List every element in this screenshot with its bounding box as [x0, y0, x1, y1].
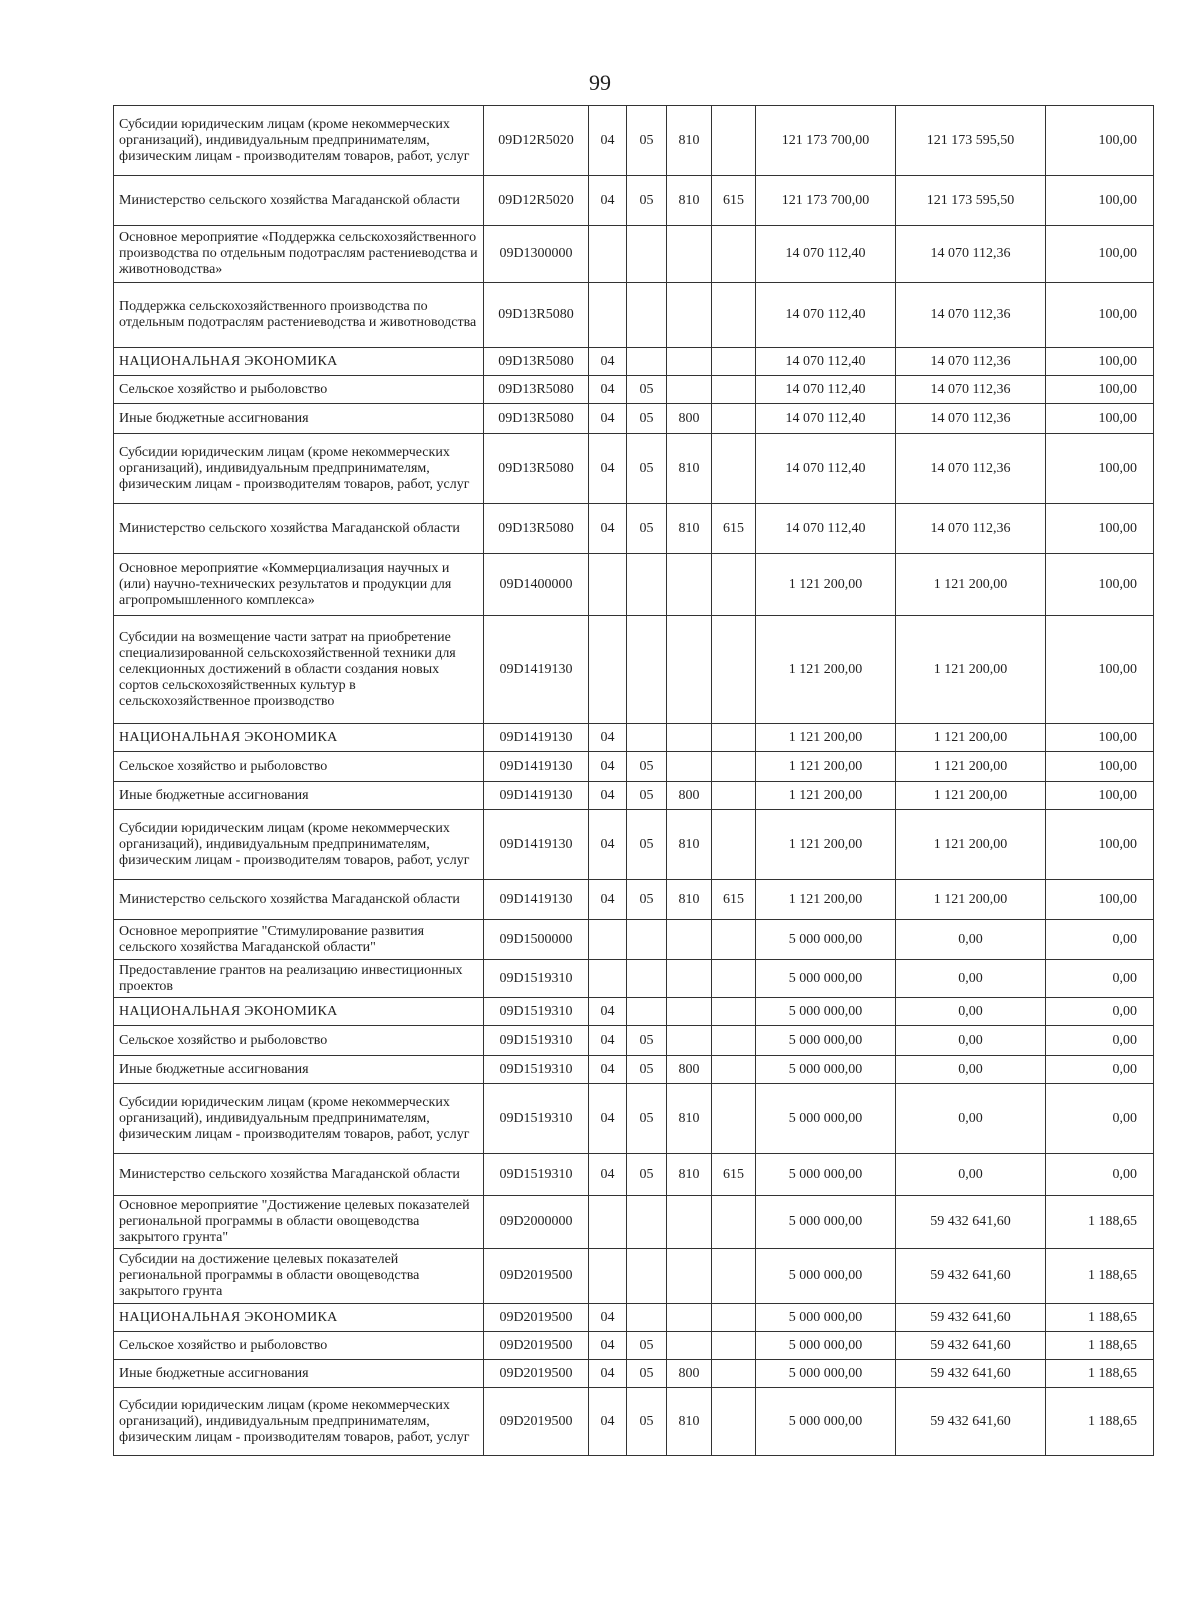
table-row — [114, 1388, 1154, 1456]
cell-actual: 14 070 112,36 — [896, 226, 1046, 283]
cell-code: 09D1300000 — [484, 226, 589, 283]
cell-expense-type — [667, 920, 712, 960]
cell-percent: 100,00 — [1046, 782, 1154, 810]
cell-subsection: 05 — [627, 1056, 667, 1084]
table-row — [114, 1084, 1154, 1154]
cell-section — [589, 554, 627, 616]
cell-administrator — [712, 1196, 756, 1249]
cell-expense-type: 810 — [667, 434, 712, 504]
cell-name: НАЦИОНАЛЬНАЯ ЭКОНОМИКА — [114, 724, 484, 752]
cell-plan: 1 121 200,00 — [756, 810, 896, 880]
cell-section: 04 — [589, 810, 627, 880]
table-row — [114, 348, 1154, 376]
cell-plan: 5 000 000,00 — [756, 1196, 896, 1249]
cell-actual: 0,00 — [896, 1084, 1046, 1154]
table-row — [114, 1196, 1154, 1249]
cell-actual: 1 121 200,00 — [896, 752, 1046, 782]
cell-plan: 1 121 200,00 — [756, 616, 896, 724]
cell-code: 09D1500000 — [484, 920, 589, 960]
table-row — [114, 554, 1154, 616]
cell-administrator — [712, 376, 756, 404]
cell-percent: 1 188,65 — [1046, 1249, 1154, 1304]
cell-actual: 0,00 — [896, 1056, 1046, 1084]
cell-section: 04 — [589, 880, 627, 920]
cell-section — [589, 920, 627, 960]
cell-section: 04 — [589, 376, 627, 404]
cell-expense-type — [667, 752, 712, 782]
cell-subsection: 05 — [627, 1026, 667, 1056]
cell-code: 09D13R5080 — [484, 434, 589, 504]
cell-plan: 5 000 000,00 — [756, 920, 896, 960]
table-row — [114, 1304, 1154, 1332]
cell-expense-type — [667, 376, 712, 404]
cell-expense-type — [667, 998, 712, 1026]
cell-subsection — [627, 1249, 667, 1304]
cell-expense-type — [667, 1026, 712, 1056]
cell-administrator — [712, 1084, 756, 1154]
cell-section: 04 — [589, 176, 627, 226]
cell-subsection: 05 — [627, 810, 667, 880]
cell-administrator: 615 — [712, 504, 756, 554]
table-row — [114, 616, 1154, 724]
cell-percent: 100,00 — [1046, 283, 1154, 348]
cell-actual: 14 070 112,36 — [896, 434, 1046, 504]
cell-plan: 1 121 200,00 — [756, 724, 896, 752]
cell-code: 09D2019500 — [484, 1249, 589, 1304]
table-row — [114, 1360, 1154, 1388]
cell-code: 09D1519310 — [484, 1084, 589, 1154]
cell-section: 04 — [589, 782, 627, 810]
table-row — [114, 1154, 1154, 1196]
cell-code: 09D1419130 — [484, 752, 589, 782]
cell-actual: 0,00 — [896, 920, 1046, 960]
cell-plan: 5 000 000,00 — [756, 960, 896, 998]
cell-percent: 100,00 — [1046, 880, 1154, 920]
cell-expense-type: 810 — [667, 176, 712, 226]
cell-code: 09D1419130 — [484, 782, 589, 810]
cell-plan: 5 000 000,00 — [756, 1304, 896, 1332]
table-body — [114, 106, 1154, 1456]
cell-plan: 14 070 112,40 — [756, 226, 896, 283]
cell-actual: 1 121 200,00 — [896, 616, 1046, 724]
cell-expense-type — [667, 1249, 712, 1304]
table-row — [114, 724, 1154, 752]
cell-expense-type: 810 — [667, 1388, 712, 1456]
cell-section: 04 — [589, 998, 627, 1026]
cell-subsection: 05 — [627, 176, 667, 226]
cell-expense-type: 800 — [667, 1360, 712, 1388]
cell-plan: 14 070 112,40 — [756, 404, 896, 434]
table-row — [114, 752, 1154, 782]
cell-code: 09D1400000 — [484, 554, 589, 616]
cell-actual: 59 432 641,60 — [896, 1332, 1046, 1360]
cell-name: НАЦИОНАЛЬНАЯ ЭКОНОМИКА — [114, 348, 484, 376]
table-row — [114, 1056, 1154, 1084]
cell-subsection: 05 — [627, 376, 667, 404]
cell-percent: 0,00 — [1046, 998, 1154, 1026]
cell-actual: 14 070 112,36 — [896, 404, 1046, 434]
cell-plan: 14 070 112,40 — [756, 376, 896, 404]
cell-percent: 1 188,65 — [1046, 1332, 1154, 1360]
cell-subsection: 05 — [627, 1154, 667, 1196]
cell-subsection — [627, 724, 667, 752]
cell-subsection — [627, 1196, 667, 1249]
cell-name: Сельское хозяйство и рыболовство — [114, 376, 484, 404]
cell-expense-type — [667, 724, 712, 752]
cell-name: Субсидии на возмещение части затрат на приобретение специализированной сельскохозяйственной техники для селекционных достижений в области создания новых сортов сельскохозяйственных культур в сельскохозяйственное производство — [114, 616, 484, 724]
cell-administrator — [712, 920, 756, 960]
cell-name: Министерство сельского хозяйства Магаданской области — [114, 1154, 484, 1196]
cell-name: Министерство сельского хозяйства Магаданской области — [114, 176, 484, 226]
cell-subsection: 05 — [627, 782, 667, 810]
cell-percent: 100,00 — [1046, 404, 1154, 434]
cell-percent: 100,00 — [1046, 376, 1154, 404]
cell-actual: 0,00 — [896, 1154, 1046, 1196]
cell-section: 04 — [589, 1332, 627, 1360]
table-row — [114, 376, 1154, 404]
cell-code: 09D1419130 — [484, 724, 589, 752]
cell-section — [589, 283, 627, 348]
cell-plan: 1 121 200,00 — [756, 782, 896, 810]
cell-section — [589, 226, 627, 283]
cell-administrator — [712, 782, 756, 810]
cell-expense-type: 810 — [667, 106, 712, 176]
table-row — [114, 504, 1154, 554]
cell-name: Основное мероприятие «Поддержка сельскохозяйственного производства по отдельным подотраслям растениеводства и животноводства» — [114, 226, 484, 283]
cell-code: 09D2019500 — [484, 1304, 589, 1332]
cell-administrator — [712, 752, 756, 782]
cell-expense-type: 810 — [667, 1154, 712, 1196]
cell-code: 09D12R5020 — [484, 176, 589, 226]
table-row — [114, 880, 1154, 920]
cell-name: Сельское хозяйство и рыболовство — [114, 752, 484, 782]
table-row — [114, 920, 1154, 960]
cell-section: 04 — [589, 404, 627, 434]
cell-actual: 59 432 641,60 — [896, 1196, 1046, 1249]
cell-actual: 59 432 641,60 — [896, 1388, 1046, 1456]
cell-plan: 5 000 000,00 — [756, 1388, 896, 1456]
cell-code: 09D1419130 — [484, 616, 589, 724]
cell-name: НАЦИОНАЛЬНАЯ ЭКОНОМИКА — [114, 998, 484, 1026]
budget-table — [113, 105, 1154, 1456]
cell-expense-type — [667, 226, 712, 283]
cell-subsection: 05 — [627, 504, 667, 554]
cell-actual: 14 070 112,36 — [896, 283, 1046, 348]
cell-percent: 1 188,65 — [1046, 1196, 1154, 1249]
cell-subsection — [627, 226, 667, 283]
cell-plan: 5 000 000,00 — [756, 1056, 896, 1084]
cell-subsection: 05 — [627, 880, 667, 920]
cell-expense-type — [667, 960, 712, 998]
cell-plan: 14 070 112,40 — [756, 434, 896, 504]
cell-name: Иные бюджетные ассигнования — [114, 1360, 484, 1388]
table-row — [114, 434, 1154, 504]
cell-name: Сельское хозяйство и рыболовство — [114, 1026, 484, 1056]
cell-subsection: 05 — [627, 1084, 667, 1154]
cell-section: 04 — [589, 1026, 627, 1056]
cell-actual: 1 121 200,00 — [896, 810, 1046, 880]
cell-code: 09D2019500 — [484, 1388, 589, 1456]
cell-name: Сельское хозяйство и рыболовство — [114, 1332, 484, 1360]
cell-expense-type — [667, 1332, 712, 1360]
cell-code: 09D2019500 — [484, 1360, 589, 1388]
cell-actual: 1 121 200,00 — [896, 782, 1046, 810]
cell-expense-type — [667, 283, 712, 348]
cell-name: Основное мероприятие "Стимулирование развития сельского хозяйства Магаданской области" — [114, 920, 484, 960]
cell-administrator — [712, 226, 756, 283]
cell-administrator — [712, 1332, 756, 1360]
cell-section: 04 — [589, 434, 627, 504]
cell-code: 09D2000000 — [484, 1196, 589, 1249]
cell-actual: 14 070 112,36 — [896, 376, 1046, 404]
cell-section: 04 — [589, 1154, 627, 1196]
cell-administrator — [712, 554, 756, 616]
cell-section: 04 — [589, 1304, 627, 1332]
cell-subsection: 05 — [627, 1388, 667, 1456]
cell-percent: 100,00 — [1046, 724, 1154, 752]
cell-expense-type — [667, 1304, 712, 1332]
cell-administrator — [712, 1249, 756, 1304]
cell-actual: 0,00 — [896, 998, 1046, 1026]
table-row — [114, 106, 1154, 176]
cell-expense-type: 810 — [667, 880, 712, 920]
cell-code: 09D13R5080 — [484, 376, 589, 404]
cell-code: 09D2019500 — [484, 1332, 589, 1360]
cell-subsection — [627, 998, 667, 1026]
table-row — [114, 1249, 1154, 1304]
cell-section: 04 — [589, 724, 627, 752]
cell-percent: 1 188,65 — [1046, 1304, 1154, 1332]
table-row — [114, 960, 1154, 998]
cell-section: 04 — [589, 504, 627, 554]
cell-name: Субсидии юридическим лицам (кроме некоммерческих организаций), индивидуальным предпринимателям, физическим лицам - производителям товаров, работ, услуг — [114, 810, 484, 880]
cell-subsection: 05 — [627, 434, 667, 504]
cell-name: Иные бюджетные ассигнования — [114, 1056, 484, 1084]
cell-administrator — [712, 434, 756, 504]
cell-actual: 1 121 200,00 — [896, 554, 1046, 616]
cell-expense-type — [667, 554, 712, 616]
cell-code: 09D1519310 — [484, 998, 589, 1026]
cell-code: 09D1419130 — [484, 880, 589, 920]
cell-plan: 121 173 700,00 — [756, 106, 896, 176]
cell-percent: 100,00 — [1046, 504, 1154, 554]
cell-code: 09D13R5080 — [484, 504, 589, 554]
cell-actual: 59 432 641,60 — [896, 1360, 1046, 1388]
cell-actual: 121 173 595,50 — [896, 176, 1046, 226]
cell-name: Поддержка сельскохозяйственного производства по отдельным подотраслям растениеводства и животноводства — [114, 283, 484, 348]
cell-percent: 0,00 — [1046, 1084, 1154, 1154]
table-row — [114, 1026, 1154, 1056]
cell-section: 04 — [589, 106, 627, 176]
cell-administrator — [712, 283, 756, 348]
cell-name: Министерство сельского хозяйства Магаданской области — [114, 880, 484, 920]
cell-plan: 5 000 000,00 — [756, 1360, 896, 1388]
cell-name: Субсидии на достижение целевых показателей региональной программы в области овощеводства закрытого грунта — [114, 1249, 484, 1304]
cell-subsection — [627, 616, 667, 724]
cell-section: 04 — [589, 1084, 627, 1154]
cell-administrator: 615 — [712, 176, 756, 226]
cell-administrator — [712, 348, 756, 376]
cell-expense-type: 800 — [667, 782, 712, 810]
cell-section — [589, 1196, 627, 1249]
table-row — [114, 176, 1154, 226]
table-row — [114, 1332, 1154, 1360]
cell-percent: 100,00 — [1046, 554, 1154, 616]
cell-administrator — [712, 1026, 756, 1056]
page-number: 99 — [589, 70, 611, 95]
cell-subsection — [627, 920, 667, 960]
cell-section: 04 — [589, 1388, 627, 1456]
cell-name: Субсидии юридическим лицам (кроме некоммерческих организаций), индивидуальным предпринимателям, физическим лицам - производителям товаров, работ, услуг — [114, 1388, 484, 1456]
table-row — [114, 782, 1154, 810]
cell-subsection: 05 — [627, 106, 667, 176]
cell-code: 09D1419130 — [484, 810, 589, 880]
cell-percent: 0,00 — [1046, 920, 1154, 960]
cell-expense-type: 810 — [667, 1084, 712, 1154]
cell-subsection: 05 — [627, 1332, 667, 1360]
cell-name: Субсидии юридическим лицам (кроме некоммерческих организаций), индивидуальным предпринимателям, физическим лицам - производителям товаров, работ, услуг — [114, 434, 484, 504]
cell-percent: 100,00 — [1046, 106, 1154, 176]
cell-code: 09D13R5080 — [484, 404, 589, 434]
cell-plan: 121 173 700,00 — [756, 176, 896, 226]
cell-actual: 1 121 200,00 — [896, 880, 1046, 920]
table-row — [114, 998, 1154, 1026]
cell-name: НАЦИОНАЛЬНАЯ ЭКОНОМИКА — [114, 1304, 484, 1332]
cell-plan: 14 070 112,40 — [756, 283, 896, 348]
cell-actual: 1 121 200,00 — [896, 724, 1046, 752]
cell-expense-type: 800 — [667, 404, 712, 434]
cell-administrator: 615 — [712, 1154, 756, 1196]
cell-code: 09D13R5080 — [484, 348, 589, 376]
cell-administrator — [712, 724, 756, 752]
cell-expense-type — [667, 616, 712, 724]
cell-name: Субсидии юридическим лицам (кроме некоммерческих организаций), индивидуальным предпринимателям, физическим лицам - производителям товаров, работ, услуг — [114, 106, 484, 176]
table-row — [114, 404, 1154, 434]
cell-plan: 5 000 000,00 — [756, 1332, 896, 1360]
cell-code: 09D1519310 — [484, 1026, 589, 1056]
cell-administrator — [712, 1360, 756, 1388]
cell-name: Предоставление грантов на реализацию инвестиционных проектов — [114, 960, 484, 998]
cell-administrator — [712, 998, 756, 1026]
cell-administrator — [712, 1056, 756, 1084]
cell-expense-type — [667, 1196, 712, 1249]
cell-name: Иные бюджетные ассигнования — [114, 782, 484, 810]
cell-administrator — [712, 1304, 756, 1332]
cell-actual: 0,00 — [896, 1026, 1046, 1056]
cell-section — [589, 1249, 627, 1304]
cell-actual: 14 070 112,36 — [896, 348, 1046, 376]
cell-subsection: 05 — [627, 1360, 667, 1388]
cell-subsection — [627, 348, 667, 376]
cell-section: 04 — [589, 1360, 627, 1388]
cell-subsection — [627, 960, 667, 998]
cell-subsection — [627, 1304, 667, 1332]
cell-name: Основное мероприятие «Коммерциализация научных и (или) научно-технических результатов и продукции для агропромышленного комплекса» — [114, 554, 484, 616]
cell-plan: 14 070 112,40 — [756, 504, 896, 554]
cell-administrator — [712, 1388, 756, 1456]
table-row — [114, 810, 1154, 880]
cell-percent: 100,00 — [1046, 176, 1154, 226]
cell-actual: 59 432 641,60 — [896, 1304, 1046, 1332]
cell-administrator — [712, 616, 756, 724]
cell-section — [589, 960, 627, 998]
cell-subsection: 05 — [627, 752, 667, 782]
cell-plan: 1 121 200,00 — [756, 752, 896, 782]
cell-administrator — [712, 106, 756, 176]
cell-expense-type: 800 — [667, 1056, 712, 1084]
cell-percent: 0,00 — [1046, 1154, 1154, 1196]
cell-code: 09D1519310 — [484, 1154, 589, 1196]
cell-percent: 1 188,65 — [1046, 1388, 1154, 1456]
cell-percent: 0,00 — [1046, 1056, 1154, 1084]
cell-expense-type — [667, 348, 712, 376]
cell-section — [589, 616, 627, 724]
cell-actual: 59 432 641,60 — [896, 1249, 1046, 1304]
cell-percent: 100,00 — [1046, 810, 1154, 880]
cell-subsection — [627, 283, 667, 348]
cell-plan: 5 000 000,00 — [756, 1026, 896, 1056]
cell-plan: 14 070 112,40 — [756, 348, 896, 376]
cell-expense-type: 810 — [667, 504, 712, 554]
table-row — [114, 283, 1154, 348]
cell-percent: 100,00 — [1046, 226, 1154, 283]
cell-code: 09D1519310 — [484, 1056, 589, 1084]
cell-name: Основное мероприятие "Достижение целевых показателей региональной программы в области овощеводства закрытого грунта" — [114, 1196, 484, 1249]
cell-plan: 5 000 000,00 — [756, 1154, 896, 1196]
table-row — [114, 226, 1154, 283]
cell-actual: 14 070 112,36 — [896, 504, 1046, 554]
cell-code: 09D13R5080 — [484, 283, 589, 348]
cell-section: 04 — [589, 1056, 627, 1084]
cell-subsection — [627, 554, 667, 616]
cell-administrator: 615 — [712, 880, 756, 920]
cell-percent: 100,00 — [1046, 616, 1154, 724]
cell-administrator — [712, 810, 756, 880]
cell-section: 04 — [589, 348, 627, 376]
cell-actual: 0,00 — [896, 960, 1046, 998]
cell-plan: 1 121 200,00 — [756, 554, 896, 616]
cell-percent: 0,00 — [1046, 1026, 1154, 1056]
cell-actual: 121 173 595,50 — [896, 106, 1046, 176]
cell-plan: 1 121 200,00 — [756, 880, 896, 920]
cell-name: Министерство сельского хозяйства Магаданской области — [114, 504, 484, 554]
cell-subsection: 05 — [627, 404, 667, 434]
cell-name: Субсидии юридическим лицам (кроме некоммерческих организаций), индивидуальным предпринимателям, физическим лицам - производителям товаров, работ, услуг — [114, 1084, 484, 1154]
cell-percent: 1 188,65 — [1046, 1360, 1154, 1388]
cell-plan: 5 000 000,00 — [756, 1084, 896, 1154]
cell-administrator — [712, 404, 756, 434]
cell-code: 09D12R5020 — [484, 106, 589, 176]
cell-percent: 100,00 — [1046, 752, 1154, 782]
cell-administrator — [712, 960, 756, 998]
cell-plan: 5 000 000,00 — [756, 998, 896, 1026]
cell-percent: 100,00 — [1046, 348, 1154, 376]
cell-section: 04 — [589, 752, 627, 782]
cell-code: 09D1519310 — [484, 960, 589, 998]
cell-plan: 5 000 000,00 — [756, 1249, 896, 1304]
cell-name: Иные бюджетные ассигнования — [114, 404, 484, 434]
cell-expense-type: 810 — [667, 810, 712, 880]
cell-percent: 0,00 — [1046, 960, 1154, 998]
cell-percent: 100,00 — [1046, 434, 1154, 504]
